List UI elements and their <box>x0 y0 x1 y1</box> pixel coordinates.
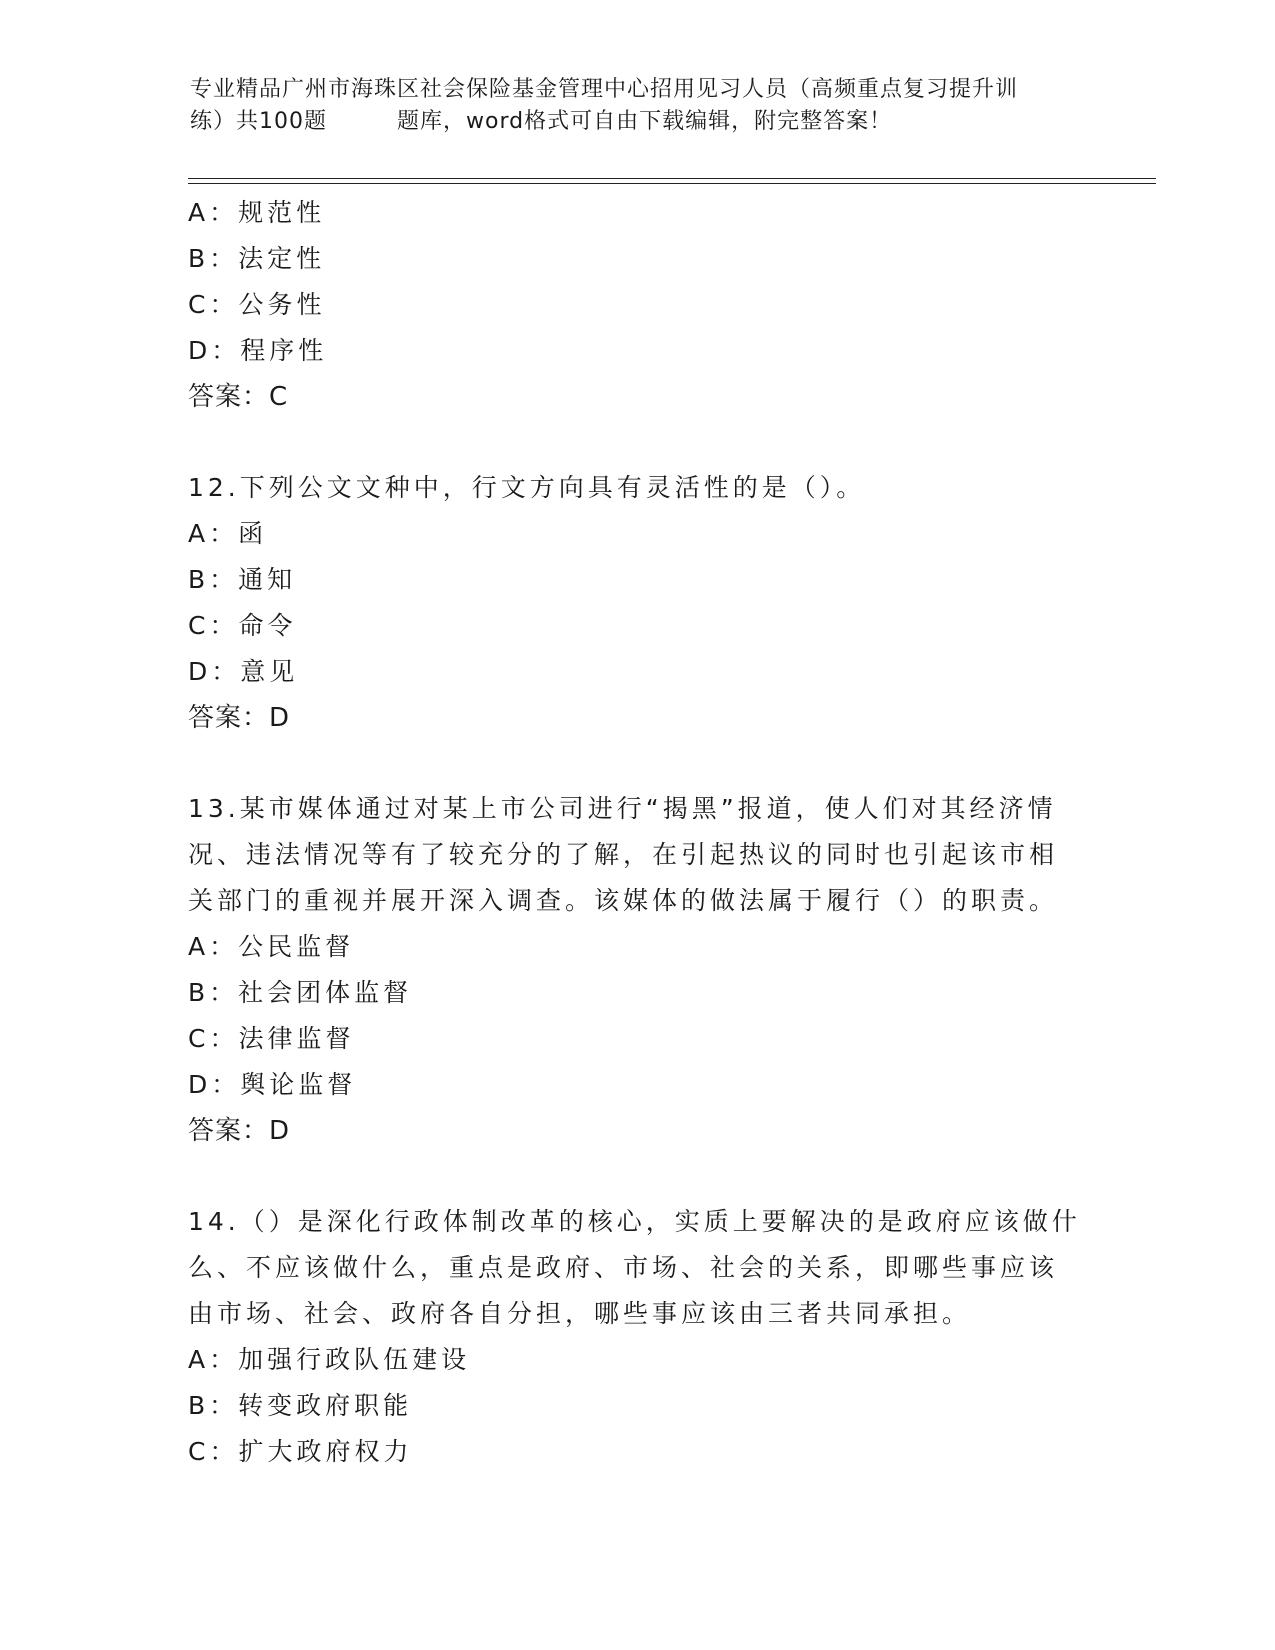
header-title-line-2a: 练）共100题 <box>190 109 327 134</box>
question-text-line: 么、不应该做什么，重点是政府、市场、社会的关系，即哪些事应该 <box>188 1253 1059 1282</box>
option-c: C：法律监督 <box>188 1024 355 1053</box>
option-b: B：通知 <box>188 565 297 594</box>
header-title-line-2 <box>190 106 1100 138</box>
header-divider-bottom <box>188 183 1156 184</box>
question-11 <box>188 190 1088 420</box>
header-title-line-1: 专业精品广州市海珠区社会保险基金管理中心招用见习人员（高频重点复习提升训 <box>190 77 1019 102</box>
option-c: C：扩大政府权力 <box>188 1437 413 1466</box>
option-b: B：社会团体监督 <box>188 978 413 1007</box>
answer-line: 答案：D <box>188 1116 291 1146</box>
option-a: A：规范性 <box>188 198 326 227</box>
option-b: B：转变政府职能 <box>188 1391 413 1420</box>
option-d: D：舆论监督 <box>188 1070 357 1099</box>
option-b: B：法定性 <box>188 244 326 273</box>
question-list <box>188 190 1088 1475</box>
answer-line: 答案：C <box>188 382 289 412</box>
question-12 <box>188 465 1088 741</box>
question-text-line: 由市场、社会、政府各自分担，哪些事应该由三者共同承担。 <box>188 1299 972 1328</box>
option-c: C：公务性 <box>188 290 326 319</box>
header-divider-top <box>188 178 1156 179</box>
answer-line: 答案：D <box>188 703 291 733</box>
question-text-line: 12.下列公文文种中，行文方向具有灵活性的是（）。 <box>188 473 866 502</box>
question-13 <box>188 786 1088 1154</box>
option-c: C：命令 <box>188 611 297 640</box>
option-d: D：意见 <box>188 657 299 686</box>
question-text-line: 关部门的重视并展开深入调查。该媒体的做法属于履行（）的职责。 <box>188 886 1059 915</box>
question-text-line: 况、违法情况等有了较充分的了解，在引起热议的同时也引起该市相 <box>188 840 1059 869</box>
option-a: A：函 <box>188 519 268 548</box>
question-text-line: 14.（）是深化行政体制改革的核心，实质上要解决的是政府应该做什 <box>188 1207 1081 1236</box>
question-14 <box>188 1199 1088 1475</box>
question-text-line: 13.某市媒体通过对某上市公司进行“揭黑”报道，使人们对其经济情 <box>188 794 1057 823</box>
header-title-line-2b: 题库，word格式可自由下载编辑，附完整答案！ <box>397 109 893 134</box>
option-a: A：加强行政队伍建设 <box>188 1345 471 1374</box>
option-d: D：程序性 <box>188 336 328 365</box>
option-a: A：公民监督 <box>188 932 355 961</box>
document-header <box>190 74 1100 138</box>
